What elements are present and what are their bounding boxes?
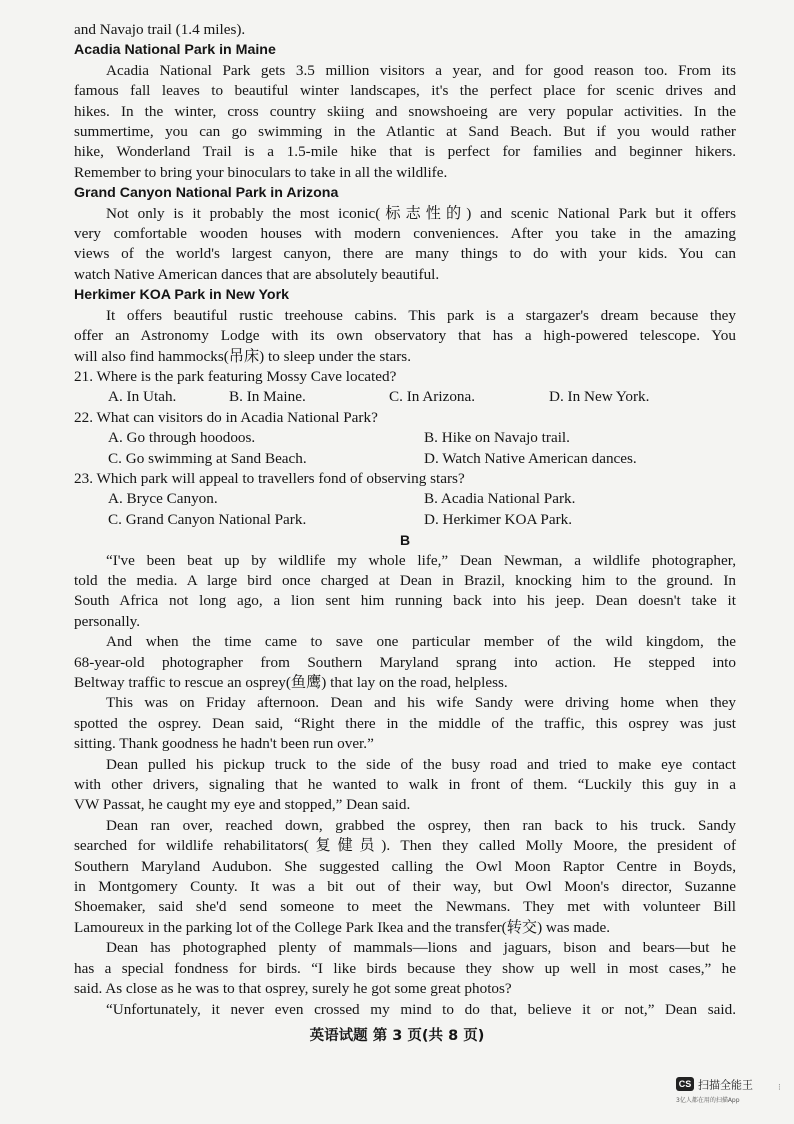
edge-dots-icon: ⁝	[778, 1082, 781, 1092]
answer-option: B. Hike on Navajo trail.	[424, 429, 570, 447]
text-line: “I've been beat up by wildlife my whole life,” Dean Newman, a wildlife photographer,	[106, 551, 736, 569]
watermark-subtitle: 3亿人都在用的扫描App	[676, 1097, 740, 1104]
text-line: will also find hammocks(吊床) to sleep under the stars.	[74, 347, 412, 365]
text-line: has a special fondness for birds. “I like birds because they show up well in most cases,” he	[74, 959, 736, 977]
text-line: Not only is it probably the most iconic(标志性的) and scenic National Park but it offers	[106, 204, 736, 222]
text-line: 68-year-old photographer from Southern Maryland sprang into action. He stepped into	[74, 653, 736, 671]
text-line: Dean has photographed plenty of mammals—lions and jaguars, bison and bears—but he	[106, 939, 736, 957]
answer-option: D. In New York.	[549, 388, 650, 406]
text-line: “Unfortunately, it never even crossed my mind to do that, believe it or not,” Dean said.	[106, 1000, 736, 1018]
text-line: told the media. A large bird once charged at Dean in Brazil, knocking him to the ground. In	[74, 571, 736, 589]
text-line: hike, Wonderland Trail is a 1.5-mile hike that is perfect for families and beginner hikers.	[74, 143, 736, 161]
text-line: very comfortable wooden houses with modern conveniences. After you take in the amazing	[74, 225, 736, 243]
answer-options	[74, 449, 736, 469]
passage-label: B	[399, 532, 411, 549]
section-heading: Grand Canyon National Park in Arizona	[74, 185, 339, 202]
answer-option: B. Acadia National Park.	[424, 490, 576, 508]
text-line: offer an Astronomy Lodge with its own observatory that has a high-powered telescope. You	[74, 327, 736, 345]
answer-options	[74, 510, 736, 530]
camscanner-logo-icon: CS	[676, 1077, 694, 1091]
answer-options	[74, 387, 736, 407]
text-line: Remember to bring your binoculars to take in all the wildlife.	[74, 163, 448, 181]
answer-option: C. Go swimming at Sand Beach.	[108, 449, 307, 467]
text-line: hikes. In the winter, cross country skiing and snowshoeing are very popular activities. In the	[74, 102, 736, 120]
text-line: Southern Maryland Audubon. She suggested calling the Owl Moon Raptor Centre in Boyds,	[74, 857, 736, 875]
answer-option: A. Go through hoodoos.	[108, 429, 256, 447]
text-line: in Montgomery County. It was a bit out of their way, but Owl Moon's director, Suzanne	[74, 878, 736, 896]
text-line: with other drivers, signaling that he wanted to walk in front of them. “Luckily this guy in a	[74, 776, 736, 794]
text-line: South Africa not long ago, a lion sent him running back into his jeep. Dean doesn't take it	[74, 592, 736, 610]
text-line: This was on Friday afternoon. Dean and his wife Sandy were driving home when they	[106, 694, 736, 712]
text-line: Dean ran over, reached down, grabbed the osprey, then ran back to his truck. Sandy	[106, 816, 736, 834]
question-stem: 21. Where is the park featuring Mossy Cave located?	[74, 367, 397, 385]
text-line: famous fall leaves to beautiful winter landscapes, it's the perfect place for scenic drives and	[74, 82, 736, 100]
answer-option: D. Watch Native American dances.	[424, 449, 637, 467]
scanner-watermark	[676, 1075, 776, 1104]
text-line: Beltway traffic to rescue an osprey(鱼鹰) that lay on the road, helpless.	[74, 674, 508, 691]
text-line: spotted the osprey. Dean said, “Right there in the middle of the traffic, this osprey was just	[74, 714, 736, 732]
exam-text-body	[74, 20, 736, 1020]
answer-option: D. Herkimer KOA Park.	[424, 510, 573, 528]
text-line: VW Passat, he caught my eye and stopped,” Dean said.	[74, 796, 411, 814]
answer-option: C. Grand Canyon National Park.	[108, 510, 307, 528]
section-heading: Acadia National Park in Maine	[74, 42, 276, 59]
text-line: said. As close as he was to that osprey, surely he got some great photos?	[74, 980, 512, 998]
text-line: Dean pulled his pickup truck to the side of the busy road and tried to make eye contact	[106, 755, 736, 773]
question-stem: 22. What can visitors do in Acadia National Park?	[74, 408, 378, 426]
text-line: and Navajo trail (1.4 miles).	[74, 21, 246, 38]
section-heading: Herkimer KOA Park in New York	[74, 287, 289, 304]
text-line: views of the world's largest canyon, there are many things to do with your kids. You can	[74, 245, 736, 263]
text-line: summertime, you can go swimming in the Atlantic at Sand Beach. But if you would rather	[74, 123, 736, 141]
answer-option: B. In Maine.	[229, 388, 306, 406]
text-line: Acadia National Park gets 3.5 million visitors a year, and for good reason too. From its	[106, 61, 736, 79]
answer-option: C. In Arizona.	[389, 388, 476, 406]
text-line: And when the time came to save one particular member of the wild kingdom, the	[106, 633, 736, 651]
text-line: Shoemaker, said she'd send someone to meet the Newmans. They met with volunteer Bill	[74, 898, 736, 916]
answer-options	[74, 489, 736, 509]
text-line: It offers beautiful rustic treehouse cabins. This park is a stargazer's dream because they	[106, 306, 736, 324]
page-footer: 英语试题 第 3 页(共 8 页)	[309, 1028, 485, 1044]
text-line: searched for wildlife rehabilitators(复健员). Then they called Molly Moore, the president of	[74, 837, 736, 855]
text-line: personally.	[74, 612, 141, 630]
text-line: Lamoureux in the parking lot of the College Park Ikea and the transfer(转交) was made.	[74, 918, 611, 936]
text-line: watch Native American dances that are absolutely beautiful.	[74, 265, 440, 283]
watermark-title: 扫描全能王	[698, 1078, 753, 1092]
answer-options	[74, 428, 736, 448]
answer-option: A. In Utah.	[108, 388, 177, 406]
question-stem: 23. Which park will appeal to travellers fond of observing stars?	[74, 469, 465, 487]
answer-option: A. Bryce Canyon.	[108, 490, 218, 508]
text-line: sitting. Thank goodness he hadn't been run over.”	[74, 735, 374, 753]
